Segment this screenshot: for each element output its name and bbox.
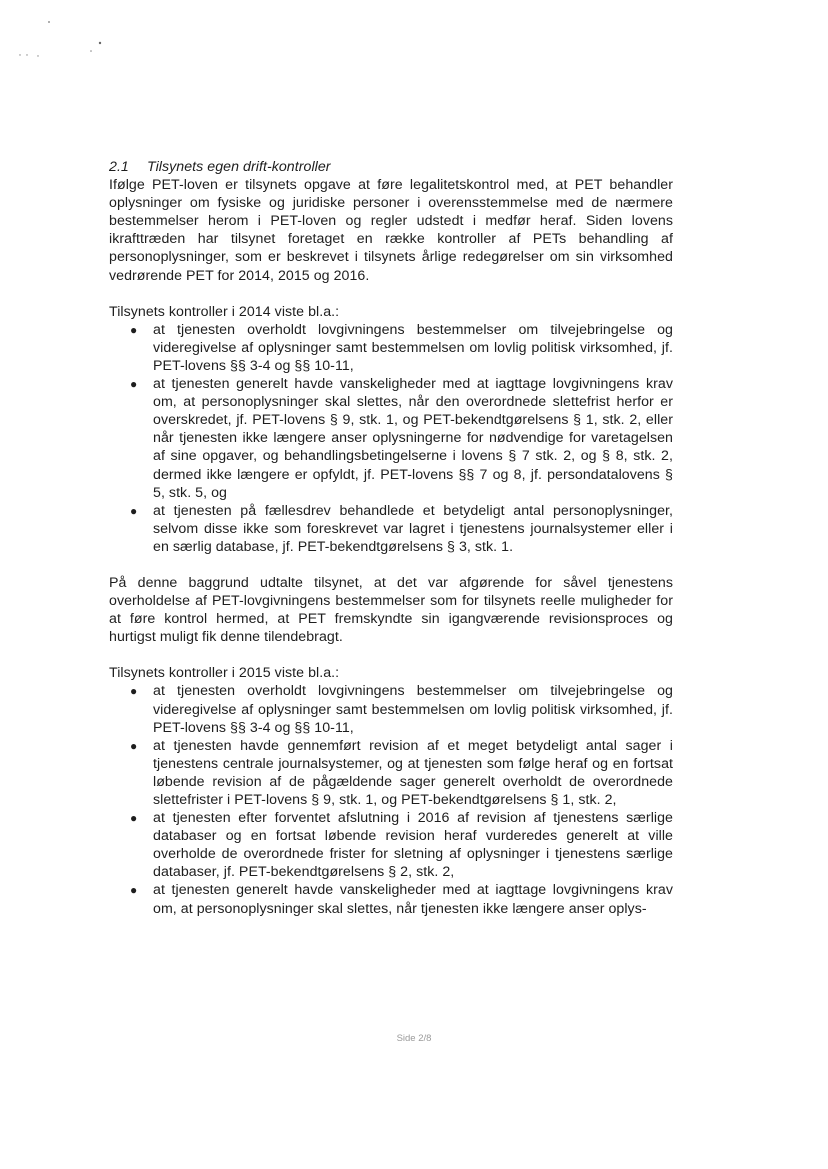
list-item: ● at tjenesten generelt havde vanskeligheder med at iagttage lovgivningens krav om, at personoplysninger skal slettes, når den overordnede slettefrist herfor er overskredet, jf. PET-lovens § 9, stk. 1, og PET-bekendtgørelsens § 1, stk. 2, eller når tjenesten ikke længere anser oplysningerne for nødvendige for varetagelsen af sine opgaver, og behandlingsbetingelserne i lovens § 7 stk. 2, og § 8, stk. 2, dermed ikke længere er opfyldt, jf. PET-lovens §§ 7 og 8, jf. persondatalovens § 5, stk. 5, og — [130, 376, 673, 501]
document-body — [109, 158, 673, 918]
list-item: ● at tjenesten generelt havde vanskeligheder med at iagttage lovgivningens krav om, at personoplysninger skal slettes, når tjenesten ikke længere anser oplys- — [130, 882, 673, 917]
list-item: ● at tjenesten på fællesdrev behandlede et betydeligt antal personoplysninger, selvom disse ikke som foreskrevet var lagret i tjenestens journalsystemer eller i en særlig database, jf. PET-bekendtgørelsens § 3, stk. 1. — [130, 502, 673, 555]
list-item: ● at tjenesten overholdt lovgivningens bestemmelser om tilvejebringelse og videregivelse af oplysninger samt bestemmelsen om lovlig politisk virksomhed, jf. PET-lovens §§ 3-4 og §§ 10-11, — [130, 683, 673, 736]
section-title: Tilsynets egen drift-kontroller — [147, 159, 331, 175]
intro-paragraph: Ifølge PET-loven er tilsynets opgave at føre legalitetskontrol med, at PET behandler oplysninger om fysiske og juridiske personer i overensstemmelse med de nærmere bestemmelser herom i PET-loven og regler udstedt i medfør heraf. Siden lovens ikrafttræden har tilsynet foretaget en række kontroller af PETs behandling af personoplysninger, som er beskrevet i tilsynets årlige redegørelser om sin virksomhed vedrørende PET for 2014, 2015 og 2016. — [109, 177, 673, 284]
list-item: ● at tjenesten overholdt lovgivningens bestemmelser om tilvejebringelse og videregivelse af oplysninger samt bestemmelsen om lovlig politisk virksomhed, jf. PET-lovens §§ 3-4 og §§ 10-11, — [130, 321, 673, 374]
page-number: Side 2/8 — [396, 1033, 432, 1044]
bullet-icon: ● — [130, 322, 138, 337]
conclusion-2014-paragraph: På denne baggrund udtalte tilsynet, at det var afgørende for såvel tjenestens overholdelse af PET-lovgivningens bestemmelser som for tilsynets reelle muligheder for at føre kontrol hermed, at PET fremskyndte sin igangværende revisionsproces og hurtigst muligt fik denne tilendebragt. — [109, 574, 673, 646]
bullet-icon: ● — [130, 738, 138, 753]
list-item: ● at tjenesten havde gennemført revision af et meget betydeligt antal sager i tjenestens centrale journalsystemer, og at tjenesten som følge heraf og en fortsat løbende revision af de pågældende sager generelt overholdt de overordnede slettefrister i PET-lovens § 9, stk. 1, og PET-bekendtgørelsens § 1, stk. 2, — [130, 737, 673, 808]
controls-2014-lead: Tilsynets kontroller i 2014 viste bl.a.: — [109, 303, 340, 320]
bullet-icon: ● — [130, 684, 138, 699]
list-item: ● at tjenesten efter forventet afslutning i 2016 af revision af tjenestens særlige databaser og en fortsat løbende revision heraf vurderedes generelt at ville overholde de overordnede frister for sletning af oplysninger i tjenestens særlige databaser, jf. PET-bekendtgørelsens § 2, stk. 2, — [130, 810, 673, 881]
bullet-icon: ● — [130, 883, 138, 898]
controls-2014-list — [109, 321, 673, 556]
controls-2015-lead: Tilsynets kontroller i 2015 viste bl.a.: — [109, 665, 340, 682]
bullet-icon: ● — [130, 377, 138, 392]
bullet-icon: ● — [130, 811, 138, 826]
bullet-icon: ● — [130, 503, 138, 518]
section-heading — [109, 158, 673, 176]
section-number: 2.1 — [109, 159, 129, 175]
scan-specks — [0, 0, 140, 70]
controls-2015-list — [109, 682, 673, 917]
